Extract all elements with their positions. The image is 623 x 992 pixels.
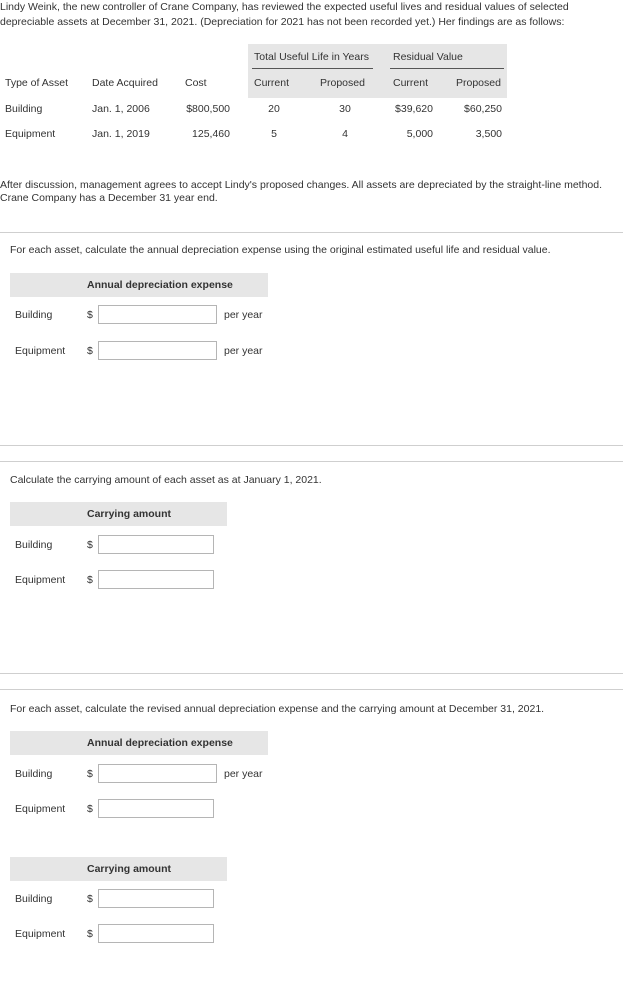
building-carrying-amount-dec-input[interactable] bbox=[98, 889, 214, 908]
col-header-type: Type of Asset bbox=[5, 77, 69, 89]
currency-symbol: $ bbox=[87, 768, 93, 780]
row-label-equipment: Equipment bbox=[15, 928, 66, 940]
currency-symbol: $ bbox=[87, 893, 93, 905]
unit-label: per year bbox=[224, 309, 263, 321]
equipment-carrying-amount-input[interactable] bbox=[98, 570, 214, 589]
row-building-date: Jan. 1, 2006 bbox=[92, 103, 150, 115]
row-building-res-proposed: $60,250 bbox=[464, 103, 502, 115]
row-equipment-cost: 125,460 bbox=[192, 128, 230, 140]
col-header-life-current: Current bbox=[254, 77, 290, 89]
residual-value-underline bbox=[390, 68, 504, 69]
column-header bbox=[10, 273, 268, 297]
row-building-cost: $800,500 bbox=[186, 103, 230, 115]
row-building-type: Building bbox=[5, 103, 43, 115]
row-equipment-res-proposed: 3,500 bbox=[475, 128, 502, 140]
row-equipment-date: Jan. 1, 2019 bbox=[92, 128, 150, 140]
intro-text: Lindy Weink, the new controller of Crane Company, has reviewed the expected useful lives and residual values of selected depreciable assets at December 31, 2021. (Depreciation for 2021 has not been recorded yet.) Her findings are as follows: bbox=[0, 1, 569, 28]
row-label-building: Building bbox=[15, 768, 53, 780]
row-equipment-res-current: 5,000 bbox=[406, 128, 433, 140]
equipment-carrying-amount-dec-input[interactable] bbox=[98, 924, 214, 943]
column-header-label: Annual depreciation expense bbox=[87, 279, 233, 291]
section-divider bbox=[0, 673, 623, 674]
row-label-equipment: Equipment bbox=[15, 345, 66, 357]
column-header-label: Annual depreciation expense bbox=[87, 737, 233, 749]
after-discussion-text: After discussion, management agrees to accept Lindy's proposed changes. All assets are depreciated by the straight-line method. Crane Company has a December 31 year end. bbox=[0, 179, 603, 204]
currency-symbol: $ bbox=[87, 345, 93, 357]
col-header-res-current: Current bbox=[393, 77, 429, 89]
equipment-depreciation-input[interactable] bbox=[98, 341, 217, 360]
section-divider bbox=[0, 461, 623, 462]
row-label-equipment: Equipment bbox=[15, 803, 66, 815]
column-header bbox=[10, 502, 227, 526]
group-header-useful-life: Total Useful Life in Years bbox=[254, 51, 369, 63]
building-depreciation-input[interactable] bbox=[98, 305, 217, 324]
equipment-revised-depreciation-input[interactable] bbox=[98, 799, 214, 818]
row-label-building: Building bbox=[15, 893, 53, 905]
row-equipment-life-proposed: 4 bbox=[342, 128, 348, 140]
column-header-label: Carrying amount bbox=[87, 508, 172, 520]
row-building-life-current: 20 bbox=[268, 103, 280, 115]
section-divider bbox=[0, 232, 623, 233]
currency-symbol: $ bbox=[87, 574, 93, 586]
column-header-label: Carrying amount bbox=[87, 863, 172, 875]
currency-symbol: $ bbox=[87, 309, 93, 321]
currency-symbol: $ bbox=[87, 539, 93, 551]
row-building-res-current: $39,620 bbox=[395, 103, 433, 115]
useful-life-underline bbox=[252, 68, 373, 69]
row-label-building: Building bbox=[15, 539, 53, 551]
col-header-life-proposed: Proposed bbox=[320, 77, 365, 89]
row-building-life-proposed: 30 bbox=[339, 103, 351, 115]
col-header-date: Date Acquired bbox=[92, 77, 158, 89]
column-header bbox=[10, 857, 227, 881]
row-label-equipment: Equipment bbox=[15, 574, 66, 586]
unit-label: per year bbox=[224, 345, 263, 357]
unit-label: per year bbox=[224, 768, 263, 780]
question-text: Calculate the carrying amount of each asset as at January 1, 2021. bbox=[10, 474, 322, 486]
col-header-cost: Cost bbox=[185, 77, 207, 89]
group-header-residual-value: Residual Value bbox=[393, 51, 463, 63]
question-text: For each asset, calculate the annual depreciation expense using the original estimated useful life and residual value. bbox=[10, 244, 551, 256]
building-carrying-amount-input[interactable] bbox=[98, 535, 214, 554]
column-header bbox=[10, 731, 268, 755]
currency-symbol: $ bbox=[87, 928, 93, 940]
section-divider bbox=[0, 689, 623, 690]
section-divider bbox=[0, 445, 623, 446]
building-revised-depreciation-input[interactable] bbox=[98, 764, 217, 783]
col-header-res-proposed: Proposed bbox=[456, 77, 501, 89]
row-equipment-life-current: 5 bbox=[271, 128, 277, 140]
currency-symbol: $ bbox=[87, 803, 93, 815]
row-label-building: Building bbox=[15, 309, 53, 321]
question-text: For each asset, calculate the revised annual depreciation expense and the carrying amount at December 31, 2021. bbox=[10, 703, 545, 715]
row-equipment-type: Equipment bbox=[5, 128, 56, 140]
